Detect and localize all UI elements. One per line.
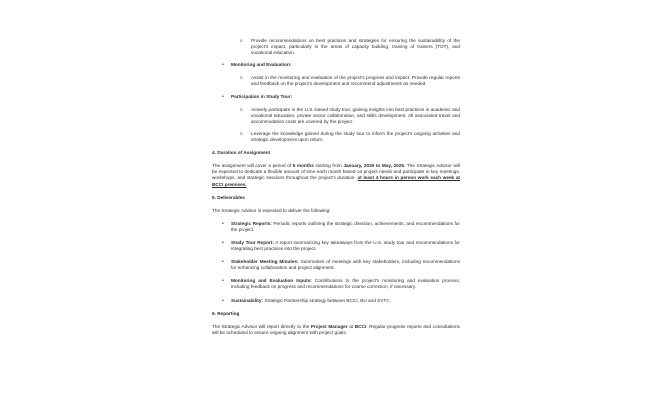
- deliverable-label: Study Tour Report:: [231, 239, 274, 245]
- sub-item-study-tour-participate: [212, 107, 460, 125]
- text-run: starting from: [313, 163, 344, 169]
- deliverable-text: Strategic Partnership strategy between BCCI, BU and SVTC.: [263, 297, 391, 303]
- sub-item-sustainability-recommendations: [212, 38, 460, 56]
- circle-bullet-icon: o: [240, 130, 243, 136]
- bold-run: January, 2025 to May, 2025: [343, 163, 404, 169]
- bold-run: 5 months: [292, 163, 314, 169]
- circle-bullet-icon: o: [240, 75, 243, 81]
- underlined-run: at least 4 hours in person work each week at BCCI premises.: [212, 175, 460, 187]
- deliverable-label: Monitoring and Evaluation Inputs:: [231, 278, 312, 284]
- deliverable-item: [212, 259, 460, 271]
- circle-bullet-icon: o: [240, 106, 243, 112]
- paragraph-deliverables-intro: The Strategic Advisor is expected to deliver the following:: [212, 207, 331, 213]
- deliverable-text: Periodic reports outlining the strategic direction, achievements, and recommendations for the project.: [231, 220, 460, 232]
- deliverable-label: Strategic Reports:: [231, 220, 272, 226]
- bullet-icon: •: [222, 259, 224, 266]
- paragraph-duration: [212, 163, 460, 187]
- paragraph-reporting: [212, 324, 460, 336]
- deliverable-item: [212, 221, 460, 233]
- section-heading-duration: 4. Duration of Assignment: [212, 150, 271, 156]
- sub-item-monitoring: [212, 75, 460, 87]
- sub-item-text: Actively participate in the U.S.-based study tour, gaining insights into best practices in academic and vocational education, private sector collaboration, and skills development. All associated travel and accommodation costs are covered by the project.: [251, 106, 460, 124]
- text-run: . Regular progress reports and consultations will be scheduled to ensure ongoing alignment with project goals.: [212, 323, 460, 335]
- document-body: [212, 38, 460, 343]
- text-run: . The Strategic Advisor will be expected to dedicate a flexible amount of time each month based on project needs and participate in key meetings, workshops, and strategic sessions throughout the project's duration-: [212, 163, 460, 181]
- bullet-icon: •: [222, 239, 224, 246]
- bullet-icon: •: [222, 278, 224, 285]
- deliverable-text: Contributions to the project's monitoring and evaluation process, including feedback on progress and recommendations for course correction, if necessary.: [231, 278, 460, 290]
- deliverable-label: Sustainability:: [231, 297, 264, 303]
- sub-item-text: Leverage the knowledge gained during the study tour to inform the project's ongoing activities and strategic development upon return.: [251, 130, 460, 143]
- deliverable-item: [212, 298, 460, 304]
- bullet-title: Participation in Study Tour:: [231, 93, 293, 99]
- deliverable-text: A report summarizing key takeaways from the U.S. study tour and recommendations for integrating best practices into the project.: [231, 239, 460, 252]
- deliverable-text: Summaries of meetings with key stakeholders, including recommendations for enhancing collaboration and project alignment.: [231, 259, 460, 271]
- text-run: at: [347, 323, 355, 329]
- circle-bullet-icon: o: [240, 38, 243, 43]
- deliverable-label: Stakeholder Meeting Minutes:: [231, 259, 299, 265]
- sub-item-text: Provide recommendations on best practices and strategies for ensuring the sustainability of the project's impact, particularly in the areas of capacity building, training of trainers (TOT), and vocational education.: [251, 38, 460, 56]
- bullet-title: Monitoring and Evaluation:: [231, 62, 292, 68]
- sub-item-text: Assist in the monitoring and evaluation of the project's progress and impact. Provide regular reports and feedback on the project's development and recommend adjustments as needed.: [251, 75, 460, 87]
- bullet-icon: •: [222, 297, 224, 304]
- bullet-icon: •: [222, 93, 224, 100]
- bullet-icon: •: [222, 220, 224, 227]
- bullet-monitoring: [212, 62, 460, 68]
- text-run: The Strategic Advisor will report directly to the: [212, 323, 311, 329]
- bullet-study-tour: [212, 94, 460, 100]
- section-heading-reporting: 6. Reporting: [212, 310, 240, 316]
- section-heading-deliverables: 5. Deliverables: [212, 194, 245, 200]
- sub-item-study-tour-leverage: [212, 131, 460, 143]
- bold-run: Project Manager: [310, 323, 348, 329]
- bold-run: BCCI: [354, 323, 367, 329]
- text-run: The assignment will cover a period of: [212, 163, 293, 169]
- deliverable-item: [212, 278, 460, 290]
- bullet-icon: •: [222, 62, 224, 69]
- deliverable-item: [212, 240, 460, 252]
